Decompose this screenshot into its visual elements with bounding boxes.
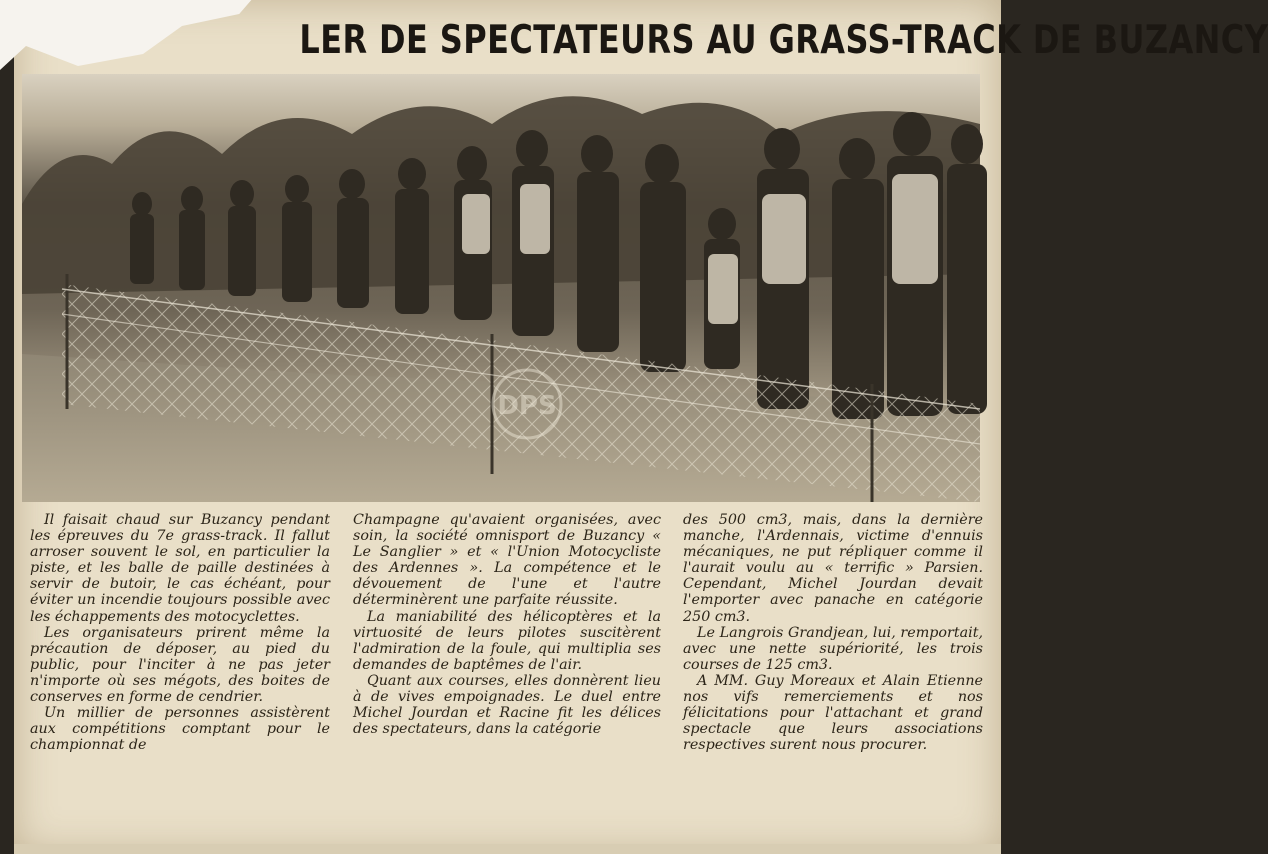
article-column-2 [353,512,661,737]
paragraph: Quant aux courses, elles donnèrent lieu à de vives empoignades. Le duel entre Michel Jourdan et Racine fit les délices des spectateurs, dans la catégorie [353,672,661,738]
headline: LER DE SPECTATEURS AU GRASS-TRACK DE BUZANCY [299,18,1268,63]
paragraph: La maniabilité des hélicoptères et la virtuosité de leurs pilotes suscitèrent l'admiration de la foule, qui multiplia ses demandes de baptêmes de l'air. [353,608,661,673]
paragraph: Il faisait chaud sur Buzancy pendant les épreuves du 7e grass-track. Il fallut arroser souvent le sol, en particulier la piste, et les balle de paille destinées à servir de butoir, le cas échéant, pour éviter un incendie toujours possible avec les échappements des motocyclettes. [30,512,330,625]
photo-watermark: DPS [497,391,557,421]
article-column-3 [683,512,983,753]
paragraph: Un millier de personnes assistèrent aux compétitions comptant pour le championnat de [30,705,330,754]
torn-corner [0,0,260,70]
crowd-photo-drawing [22,74,980,502]
crowd-photo [22,74,980,502]
bottom-edge [14,844,1001,854]
paragraph: des 500 cm3, mais, dans la dernière manche, l'Ardennais, victime d'ennuis mécaniques, ne put répliquer comme il l'aurait voulu au « terrific » Parsien. Cependant, Michel Jourdan devait l'emporter avec panache en catégorie 250 cm3. [683,512,983,625]
article-column-1 [30,512,330,753]
paragraph: Le Langrois Grandjean, lui, remportait, avec une nette supériorité, les trois courses de 125 cm3. [683,624,983,673]
paragraph: A MM. Guy Moreaux et Alain Etienne nos vifs remerciements et nos félicitations pour l'attachant et grand spectacle que leurs associations respectives surent nous procurer. [683,672,983,754]
paragraph: Les organisateurs prirent même la précaution de déposer, au pied du public, pour l'inciter à ne pas jeter n'importe où ses mégots, des boites de conserves en forme de cendrier. [30,624,330,706]
paragraph: Champagne qu'avaient organisées, avec soin, la société omnisport de Buzancy « Le Sanglier » et « l'Union Motocycliste des Ardennes ». La compétence et le dévouement de l'une et l'autre déterminèrent une parfaite réussite. [353,512,661,609]
article-body [30,512,985,842]
